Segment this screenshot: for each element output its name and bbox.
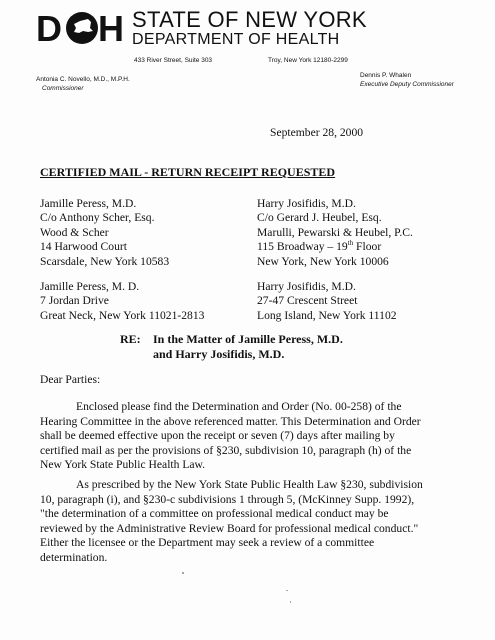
paragraph-line: Hearing Committee in the above referenced matter. This Determination and Order [40,414,421,428]
re-label: RE: [120,332,141,346]
paragraph-line: Either the licensee or the Department may seek a review of a committee [40,536,375,550]
paragraph-line: Enclosed please find the Determination and Order (No. 00-258) of the [76,400,402,413]
address-block [257,197,413,269]
body-paragraph [40,478,460,566]
paragraph-line: As prescribed by the New York State Public Health Law §230, subdivision [76,478,423,491]
svg-text:H: H [98,10,124,46]
address-line: New York, New York 10006 [257,254,389,268]
address-block [257,280,397,323]
address-line: 7 Jordan Drive [40,294,109,308]
address-line: Wood & Scher [40,225,109,239]
commissioner-title: Commissioner [42,85,84,92]
paragraph-line: determination. [40,550,108,564]
address-line: C/o Anthony Scher, Esq. [40,211,155,225]
body-paragraph [40,400,460,473]
address-line [257,240,413,254]
salutation: Dear Parties: [40,373,101,386]
address-line: Harry Josifidis, M.D. [257,197,356,210]
address-block [40,197,169,269]
address-block [40,280,204,323]
paragraph-line: shall be deemed effective upon the receipt or seven (7) days after mailing by [40,429,395,443]
address-line: Marulli, Pewarski & Heubel, P.C. [257,225,413,239]
letterhead-city-address: Troy, New York 12180-2299 [268,57,348,64]
address-line: Jamille Peress, M. D. [40,280,140,293]
doh-logo [36,10,124,46]
address-line: 27-47 Crescent Street [257,294,358,308]
paragraph-line: certified mail as per the provisions of §230, subdivision 10, paragraph (h) of the [40,443,412,457]
address-line: Jamille Peress, M.D. [40,197,137,210]
address-line: Great Neck, New York 11021-2813 [40,308,205,322]
re-subject-line: In the Matter of Jamille Peress, M.D. [153,332,343,346]
address-line: C/o Gerard J. Heubel, Esq. [257,211,382,225]
address-line: 14 Harwood Court [40,240,127,254]
scan-speck [182,572,184,574]
svg-text:D: D [36,10,61,46]
ordinal-suffix: th [347,239,354,248]
re-subject-line: and Harry Josifidis, M.D. [153,347,285,361]
department-title: DEPARTMENT OF HEALTH [132,31,340,48]
state-title: STATE OF NEW YORK [132,7,367,32]
address-text: Floor [353,240,382,254]
address-line: Harry Josifidis, M.D. [257,280,356,293]
paragraph-line: "the determination of a committee on professional medical conduct may be [40,507,389,521]
deputy-title: Executive Deputy Commissioner [360,81,454,88]
paragraph-line: reviewed by the Administrative Review Board for professional medical conduct." [40,521,419,535]
deputy-name: Dennis P. Whalen [360,72,412,79]
paragraph-line: New York State Public Health Law. [40,458,206,472]
commissioner-name: Antonia C. Novello, M.D., M.P.H. [36,76,130,83]
letter-date: September 28, 2000 [270,126,364,139]
address-text: 115 Broadway – 19 [257,240,348,254]
scan-speck [290,601,291,603]
letterhead-street-address: 433 River Street, Suite 303 [134,57,213,64]
certified-mail-heading: CERTIFIED MAIL - RETURN RECEIPT REQUESTED [40,165,336,179]
address-line: Long Island, New York 11102 [257,308,397,322]
scan-speck [286,590,288,591]
address-line: Scarsdale, New York 10583 [40,254,170,268]
paragraph-line: 10, paragraph (i), and §230-c subdivisions 1 through 5, (McKinney Supp. 1992), [40,492,415,506]
